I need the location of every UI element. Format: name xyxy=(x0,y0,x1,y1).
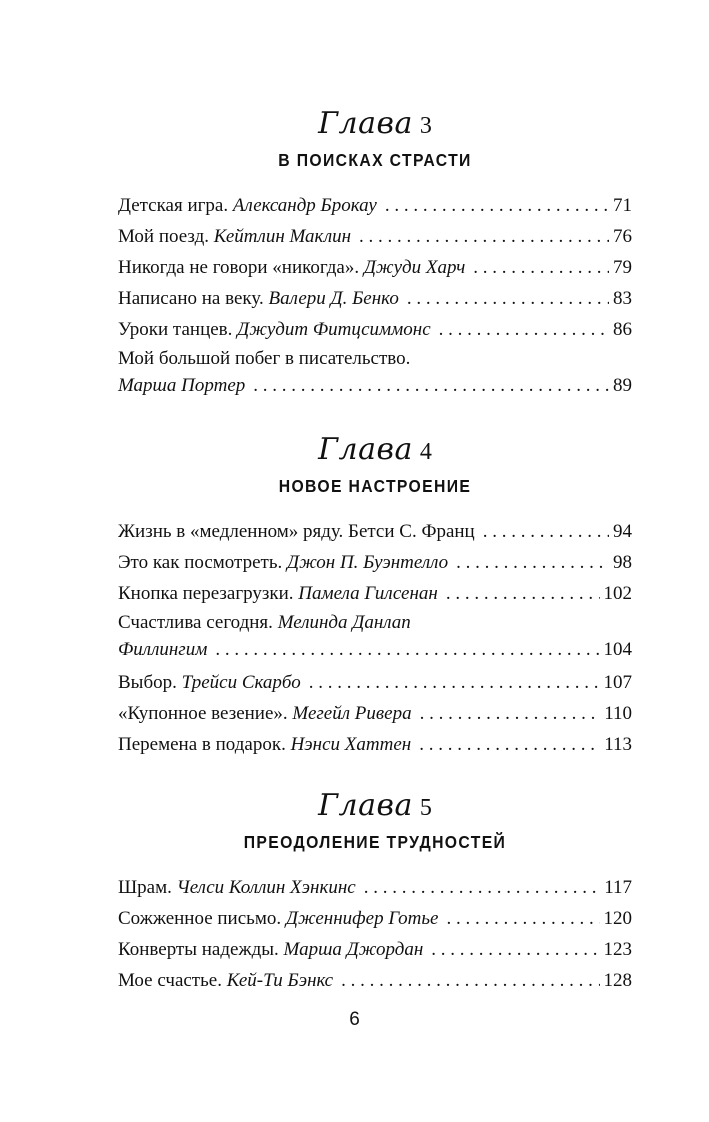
toc-entry xyxy=(118,516,632,547)
entry-title: Жизнь в «медленном» ряду. Бетси С. Франц xyxy=(118,521,475,542)
chapter-word: Глава xyxy=(318,106,413,141)
entry-title: Никогда не говори «никогда». xyxy=(118,257,360,278)
entry-page: 104 xyxy=(603,639,632,660)
entry-title: Уроки танцев. xyxy=(118,319,233,340)
entry-page: 79 xyxy=(613,257,632,278)
entry-author: Кей-Ти Бэнкс xyxy=(226,970,334,991)
leader-dots xyxy=(446,578,600,609)
entry-page: 71 xyxy=(613,195,632,216)
chapter-3 xyxy=(118,106,632,403)
entry-page: 89 xyxy=(613,375,632,396)
chapter-title: НОВОЕ НАСТРОЕНИЕ xyxy=(278,476,472,496)
chapter-title: ПРЕОДОЛЕНИЕ ТРУДНОСТЕЙ xyxy=(243,832,507,852)
toc-entry xyxy=(118,698,632,729)
toc-entry xyxy=(118,283,632,314)
entry-title: Перемена в подарок. xyxy=(118,734,286,755)
entry-author: Мегейл Ривера xyxy=(292,703,412,724)
leader-dots xyxy=(253,372,609,399)
leader-dots xyxy=(483,516,609,547)
chapter-word: Глава xyxy=(318,788,413,823)
entry-title: «Купонное везение». xyxy=(118,703,288,724)
entry-page: 117 xyxy=(604,877,632,898)
entry-author: Кейтлин Маклин xyxy=(213,226,352,247)
entry-author-continued: Филлингим xyxy=(118,639,208,660)
entry-author: Джуди Харч xyxy=(363,257,466,278)
toc-entry xyxy=(118,609,632,636)
entry-page: 123 xyxy=(603,939,632,960)
entry-author: Трейси Скарбо xyxy=(181,672,301,693)
toc-entry xyxy=(118,221,632,252)
leader-dots xyxy=(456,547,609,578)
entry-title: Шрам. xyxy=(118,877,172,898)
entry-title: Конверты надежды. xyxy=(118,939,279,960)
leader-dots xyxy=(419,729,600,760)
toc-entry-continued xyxy=(118,636,632,663)
toc-entry xyxy=(118,578,632,609)
entry-author: Нэнси Хаттен xyxy=(290,734,412,755)
toc-list xyxy=(118,190,632,399)
entry-page: 102 xyxy=(603,583,632,604)
chapter-heading xyxy=(118,106,632,142)
entry-page: 120 xyxy=(603,908,632,929)
leader-dots xyxy=(341,965,599,996)
entry-title: Это как посмотреть. xyxy=(118,552,283,573)
entry-title: Сожженное письмо. xyxy=(118,908,282,929)
chapter-number: 4 xyxy=(419,439,432,465)
entry-author: Валери Д. Бенко xyxy=(268,288,399,309)
leader-dots xyxy=(215,636,599,663)
chapter-5 xyxy=(118,788,632,996)
toc-entry xyxy=(118,934,632,965)
entry-title: Кнопка перезагрузки. xyxy=(118,583,294,604)
entry-title: Мой поезд. xyxy=(118,226,209,247)
entry-title: Написано на веку. xyxy=(118,288,264,309)
entry-title: Мой большой побег в писательство. xyxy=(118,348,411,369)
toc-entry xyxy=(118,965,632,996)
leader-dots xyxy=(309,667,600,698)
leader-dots xyxy=(431,934,599,965)
entry-page: 86 xyxy=(613,319,632,340)
entry-page: 128 xyxy=(603,970,632,991)
toc-entry xyxy=(118,729,632,760)
entry-page: 83 xyxy=(613,288,632,309)
leader-dots xyxy=(359,221,609,252)
entry-page: 98 xyxy=(613,552,632,573)
entry-page: 94 xyxy=(613,521,632,542)
entry-author: Челси Коллин Хэнкинс xyxy=(176,877,356,898)
entry-page: 107 xyxy=(603,672,632,693)
toc-entry xyxy=(118,872,632,903)
chapter-heading xyxy=(118,432,632,468)
toc-entry xyxy=(118,345,632,372)
chapter-number: 3 xyxy=(419,113,432,139)
entry-title: Счастлива сегодня. xyxy=(118,612,273,633)
entry-author: Александр Брокау xyxy=(232,195,377,216)
entry-author: Памела Гилсенан xyxy=(298,583,438,604)
toc-entry xyxy=(118,903,632,934)
leader-dots xyxy=(420,698,601,729)
toc-entry xyxy=(118,547,632,578)
chapter-word: Глава xyxy=(318,432,413,467)
toc-list xyxy=(118,516,632,760)
toc-entry xyxy=(118,667,632,698)
entry-author: Джудит Фитцсиммонс xyxy=(237,319,431,340)
leader-dots xyxy=(385,190,609,221)
toc-entry xyxy=(118,252,632,283)
toc-entry xyxy=(118,190,632,221)
toc-entry xyxy=(118,314,632,345)
page-number: 6 xyxy=(349,1009,360,1030)
leader-dots xyxy=(473,252,609,283)
leader-dots xyxy=(407,283,609,314)
toc-list xyxy=(118,872,632,996)
entry-author: Марша Джордан xyxy=(283,939,424,960)
entry-author: Мелинда Данлап xyxy=(277,612,411,633)
entry-author: Дженнифер Готье xyxy=(285,908,439,929)
chapter-heading xyxy=(118,788,632,824)
entry-title: Мое счастье. xyxy=(118,970,222,991)
entry-page: 76 xyxy=(613,226,632,247)
chapter-title: В ПОИСКАХ СТРАСТИ xyxy=(278,150,472,170)
leader-dots xyxy=(439,314,609,345)
leader-dots xyxy=(446,903,599,934)
entry-author: Марша Портер xyxy=(118,375,246,396)
leader-dots xyxy=(364,872,601,903)
entry-author: Джон П. Буэнтелло xyxy=(287,552,449,573)
entry-page: 113 xyxy=(604,734,632,755)
chapter-4 xyxy=(118,432,632,760)
entry-title: Детская игра. xyxy=(118,195,229,216)
entry-page: 110 xyxy=(604,703,632,724)
toc-entry-continued xyxy=(118,372,632,399)
entry-title: Выбор. xyxy=(118,672,177,693)
chapter-number: 5 xyxy=(419,795,432,821)
